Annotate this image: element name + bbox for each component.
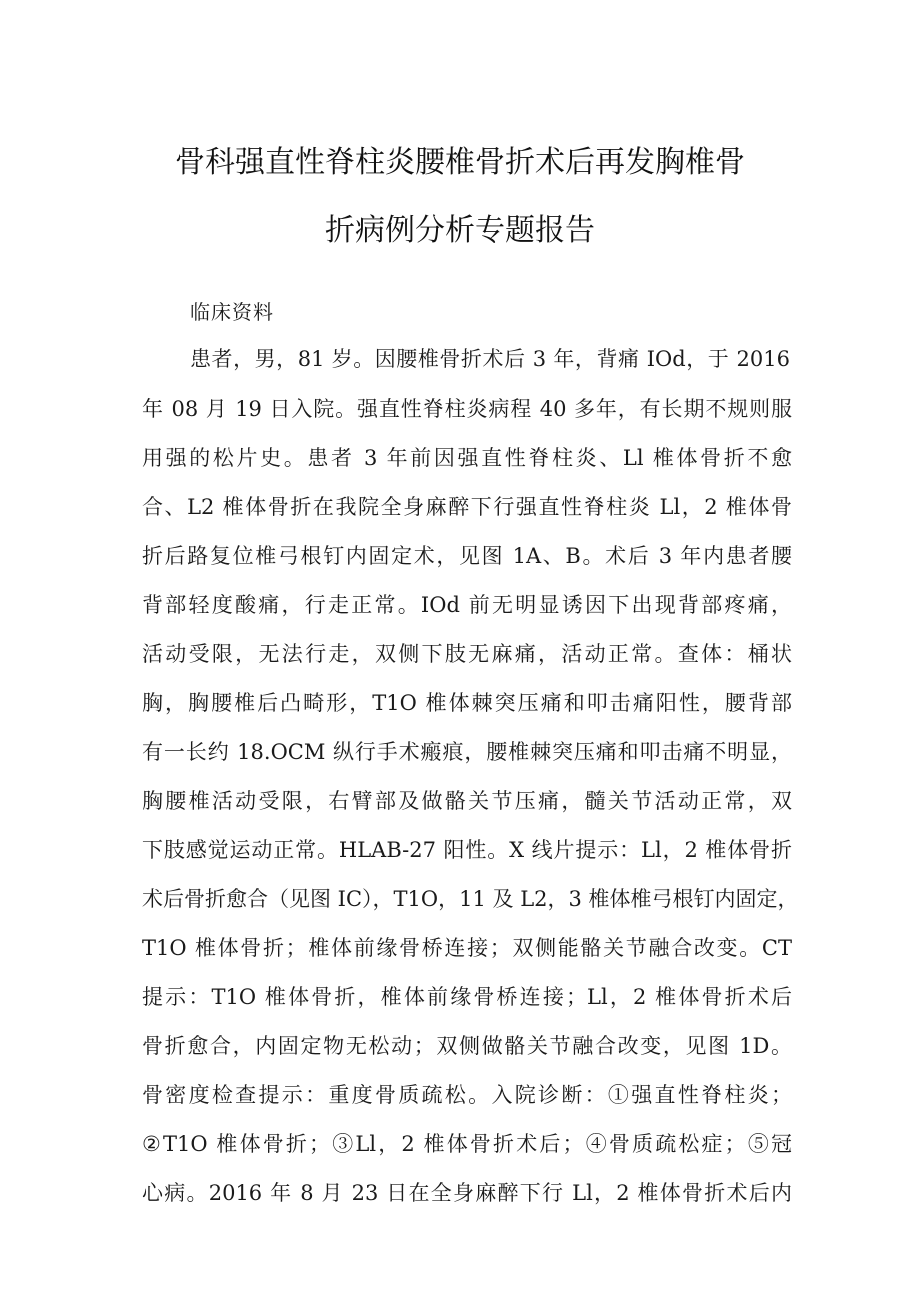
body-line: 年 08 月 19 日入院。强直性脊柱炎病程 40 多年，有长期不规则服 [142, 397, 792, 421]
section-heading: 临床资料 [190, 300, 274, 324]
body-line: 活动受限，无法行走，双侧下肢无麻痛，活动正常。查体：桶状 [142, 642, 792, 666]
document-title-line-1: 骨科强直性脊柱炎腰椎骨折术后再发胸椎骨 [175, 145, 745, 180]
body-line: 术后骨折愈合（见图 IC），T1O，11 及 L2，3 椎体椎弓根钉内固定， [142, 887, 799, 911]
body-line: 提示：T1O 椎体骨折，椎体前缘骨桥连接；Ll，2 椎体骨折术后 [142, 985, 792, 1009]
body-line: 胸，胸腰椎后凸畸形，T1O 椎体棘突压痛和叩击痛阳性，腰背部 [142, 691, 792, 715]
body-line: 心病。2016 年 8 月 23 日在全身麻醉下行 Ll，2 椎体骨折术后内 [142, 1181, 792, 1205]
body-line: 下肢感觉运动正常。HLAB-27 阳性。X 线片提示：Ll，2 椎体骨折 [142, 838, 792, 862]
body-line: 患者，男，81 岁。因腰椎骨折术后 3 年，背痛 IOd，于 2016 [190, 347, 790, 371]
body-line: T1O 椎体骨折；椎体前缘骨桥连接；双侧能骼关节融合改变。CT [142, 936, 792, 960]
body-line: 折后路复位椎弓根钉内固定术，见图 1A、B。术后 3 年内患者腰 [142, 544, 792, 568]
body-line: 有一长约 18.OCM 纵行手术瘢痕，腰椎棘突压痛和叩击痛不明显， [142, 740, 792, 764]
body-line: 合、L2 椎体骨折在我院全身麻醉下行强直性脊柱炎 Ll，2 椎体骨 [142, 495, 792, 519]
body-line: 骨折愈合，内固定物无松动；双侧做骼关节融合改变，见图 1D。 [142, 1034, 792, 1058]
body-line: 背部轻度酸痛，行走正常。IOd 前无明显诱因下出现背部疼痛， [142, 593, 792, 617]
body-line: ②T1O 椎体骨折；③Ll，2 椎体骨折术后；④骨质疏松症；⑤冠 [142, 1132, 792, 1156]
body-line: 胸腰椎活动受限，右臂部及做骼关节压痛，髓关节活动正常，双 [142, 789, 792, 813]
body-line: 用强的松片史。患者 3 年前因强直性脊柱炎、Ll 椎体骨折不愈 [142, 446, 792, 470]
document-title-line-2: 折病例分析专题报告 [325, 213, 595, 248]
body-line: 骨密度检查提示：重度骨质疏松。入院诊断：①强直性脊柱炎； [142, 1083, 792, 1107]
